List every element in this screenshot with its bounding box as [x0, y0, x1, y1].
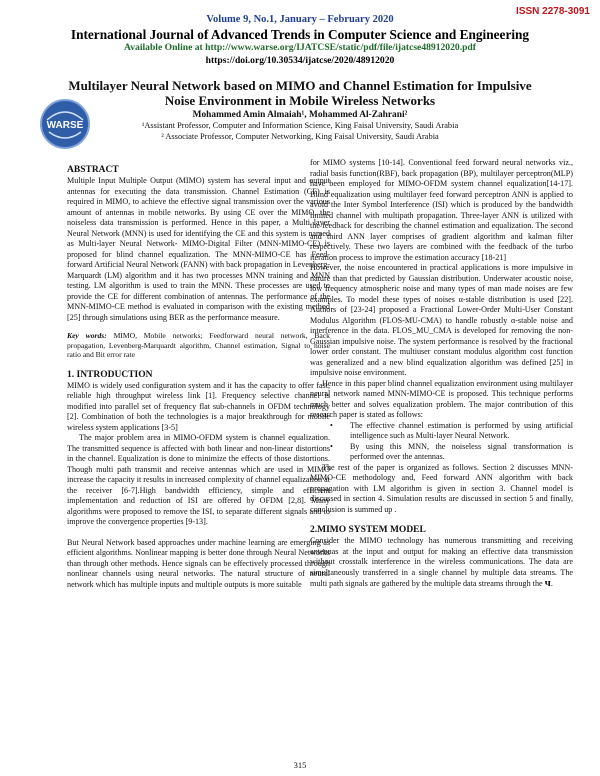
affiliation-1: ¹Assistant Professor, Computer and Information Science, King Faisal University, Saudi Arabia — [141, 121, 459, 130]
right-column — [310, 158, 573, 590]
volume-line: Volume 9, No.1, January – February 2020 — [206, 14, 394, 25]
right-paragraph-1: for MIMO systems [10-14]. Conventional feed forward neural networks viz., radial basis function(RBF), back propagation (BP), multilayer perceptron(MLP) have been employed for MIMO-OFDM system channel equalization[14-17]. Blind equalization using multilayer feed forward perceptron ANN is applied to avoid the Inter Symbol Interference (ISI) which is produced by the bandwidth limited channel with multipath propagation. Three-layer ANN is utilized with the feedback for describing the channel estimation and equalization. The second and third ANN layer comprises of gradient algorithm and kalman filter respectively. These two layers are combined with the feedback of the turbo iteration process to improve the estimation accuracy [18-21] — [310, 158, 573, 262]
section-2-end: . — [550, 579, 553, 588]
section-2-heading: 2.MIMO SYSTEM MODEL — [310, 525, 426, 535]
page-number: 315 — [293, 760, 307, 770]
section-2-text — [310, 536, 573, 590]
journal-title: International Journal of Advanced Trends in Computer Science and Engineering — [70, 27, 530, 42]
right-paragraph-3: Hence in this paper blind channel equalization environment using multilayer neural network named MNN-MIMO-CE is proposed. This technique performs much better and solves equalization problem. The major contribution of this research paper is stated as follows: — [310, 378, 573, 419]
paper-title: Multilayer Neural Network based on MIMO and Channel Estimation for Impulsive Noise Environment in Mobile Wireless Networks — [68, 78, 532, 108]
contribution-list — [310, 421, 573, 463]
section-2-body: Consider the MIMO technology has numerous transmitting and receiving antennas at the input and output for making an effective data transmission without crosstalk interference in the wireless communications. The data are simultaneously transferred in a single channel by multiple data streams. The multi path signals are gathered by the multiple data streams through the — [310, 536, 573, 588]
affiliation-2: ² Associate Professor, Computer Networking, King Faisal University, Saudi Arabia — [161, 132, 439, 141]
list-item: • By using this MNN, the noiseless signal transformation is performed over the antennas. — [350, 442, 573, 463]
intro-paragraph-2: The major problem area in MIMO-OFDM system is channel equalization. The transmitted sequence is affected with both linear and non-linear distortions in the channel. Equalization is done to minimize the effects of those distortions. Though multi path transmit and receive antennas which are used in MIMO increase the capacity it results in increased complexity of channel equalization at the receiver [6-7].High bandwidth efficiency, simple and efficient implementation and reduction of ISI are offered by OFDM [2,8]. Many algorithms were proposed to remove the ISI, to separate different signals and to improve the convergence properties [9-13]. — [67, 433, 330, 527]
intro-paragraph-3: But Neural Network based approaches under machine learning are emerging as efficient algorithms. Nonlinear mapping is better done through Neural Networks than through other methods. Hence signals can be effectively processed through nonlinear channels using neural networks. The natural structure of neural network which has multiple inputs and multiple outputs is more suitable — [67, 537, 330, 589]
list-item: • The effective channel estimation is performed by using artificial intelligence such as Multi-layer Neural Network. — [350, 421, 573, 442]
right-paragraph-2: However, the noise encountered in practical applications is more impulsive in nature than that predicted by Gaussian distribution. Underwater acoustic noise, low frequency atmospheric noise and many types of man made noises are few examples. To model these types of noises α-stable distribution is used [22]. Authors of [23-24] proposed a Fractional Lower-Order Multi-User Constant Modulus Algorithm (FLOS-MU-CMA) to handle robustly α-stable noise and interference in the data. FLOS_MU_CMA is developed for removing the non-Gaussian impulsive noise. The system performance is resolved by the fractional lower order constant. The multiuser constant modulus algorithm cost function was generalized and a new blind equalization algorithm was defined [25] in impulsive noise environment. — [310, 263, 573, 377]
keywords — [67, 331, 330, 360]
doi-link[interactable]: https://doi.org/10.30534/ijatcse/2020/48912020 — [205, 55, 395, 66]
svg-text:WARSE: WARSE — [46, 120, 84, 131]
right-paragraph-4: The rest of the paper is organized as follows. Section 2 discusses MNN-MIMO-CE methodology and, Feed forward ANN algorithm with back propagation with LM algorithm is given in section 3. Channel model is discussed in section 4. Simulation results are discussed in section 5 and finally, conclusion is summed up . — [310, 462, 573, 514]
left-column — [67, 165, 330, 590]
section-2-glyph: ч — [544, 577, 551, 589]
intro-paragraph-1: MIMO is widely used configuration system and it has the capacity to offer fast, reliable high throughput wireless link [1]. Frequency selective channel is modified into parallel set of frequency flat sub-channels in OFDM technology [2]. Combination of both the technologies is a major breakthrough for mobile wireless system applications [3-5] — [67, 380, 330, 432]
issn-label: ISSN 2278-3091 — [516, 6, 590, 17]
available-online-link[interactable]: Available Online at http://www.warse.org/IJATCSE/static/pdf/file/ijatcse48912020.pdf — [124, 42, 476, 53]
intro-heading: 1. INTRODUCTION — [67, 369, 153, 380]
abstract-text: Multiple Input Multiple Output (MIMO) system has several input and output antennas for executing the data transmission. Channel Estimation (CE) is required in MIMO, to achieve the effective signal transmission over the various amount of antennas in mobile networks. By using CE over the MIMO, the noiseless data transmission is performed. Hence in this paper, a Multi layer Neural Network (MNN) is used for identifying the CE and this system is named as Multi-layer Neural Network- MIMO-Digital Filter (MNN-MIMO-CE) is proposed for blind channel equalization. The MNN-MIMO-CE has Feed-forward Artificial Neural Network (FANN) with back propagation in Levenberg-Marquardt (LM) algorithm and it has two processes MNN training and MNN testing. LM algorithm is used to train the MNN. These processes are used to provide the CE for different combination of antennas. The performance of the MNN-MIMO-CE method is evaluated in comparison with the existing method [25] through simulations using BER as the performance measure. — [67, 176, 330, 322]
keywords-text: MIMO, Mobile networks; Feedforward neural network, Back propagation, Levenberg-Marquardt algorithm, Channel estimation, Signal to noise ratio and Bit error rate — [67, 331, 330, 360]
keywords-label: Key words: — [67, 331, 107, 340]
abstract-heading: ABSTRACT — [67, 165, 119, 175]
author-list: Mohammed Amin Almaiah¹, Mohammed Al-Zahrani² — [192, 110, 408, 120]
